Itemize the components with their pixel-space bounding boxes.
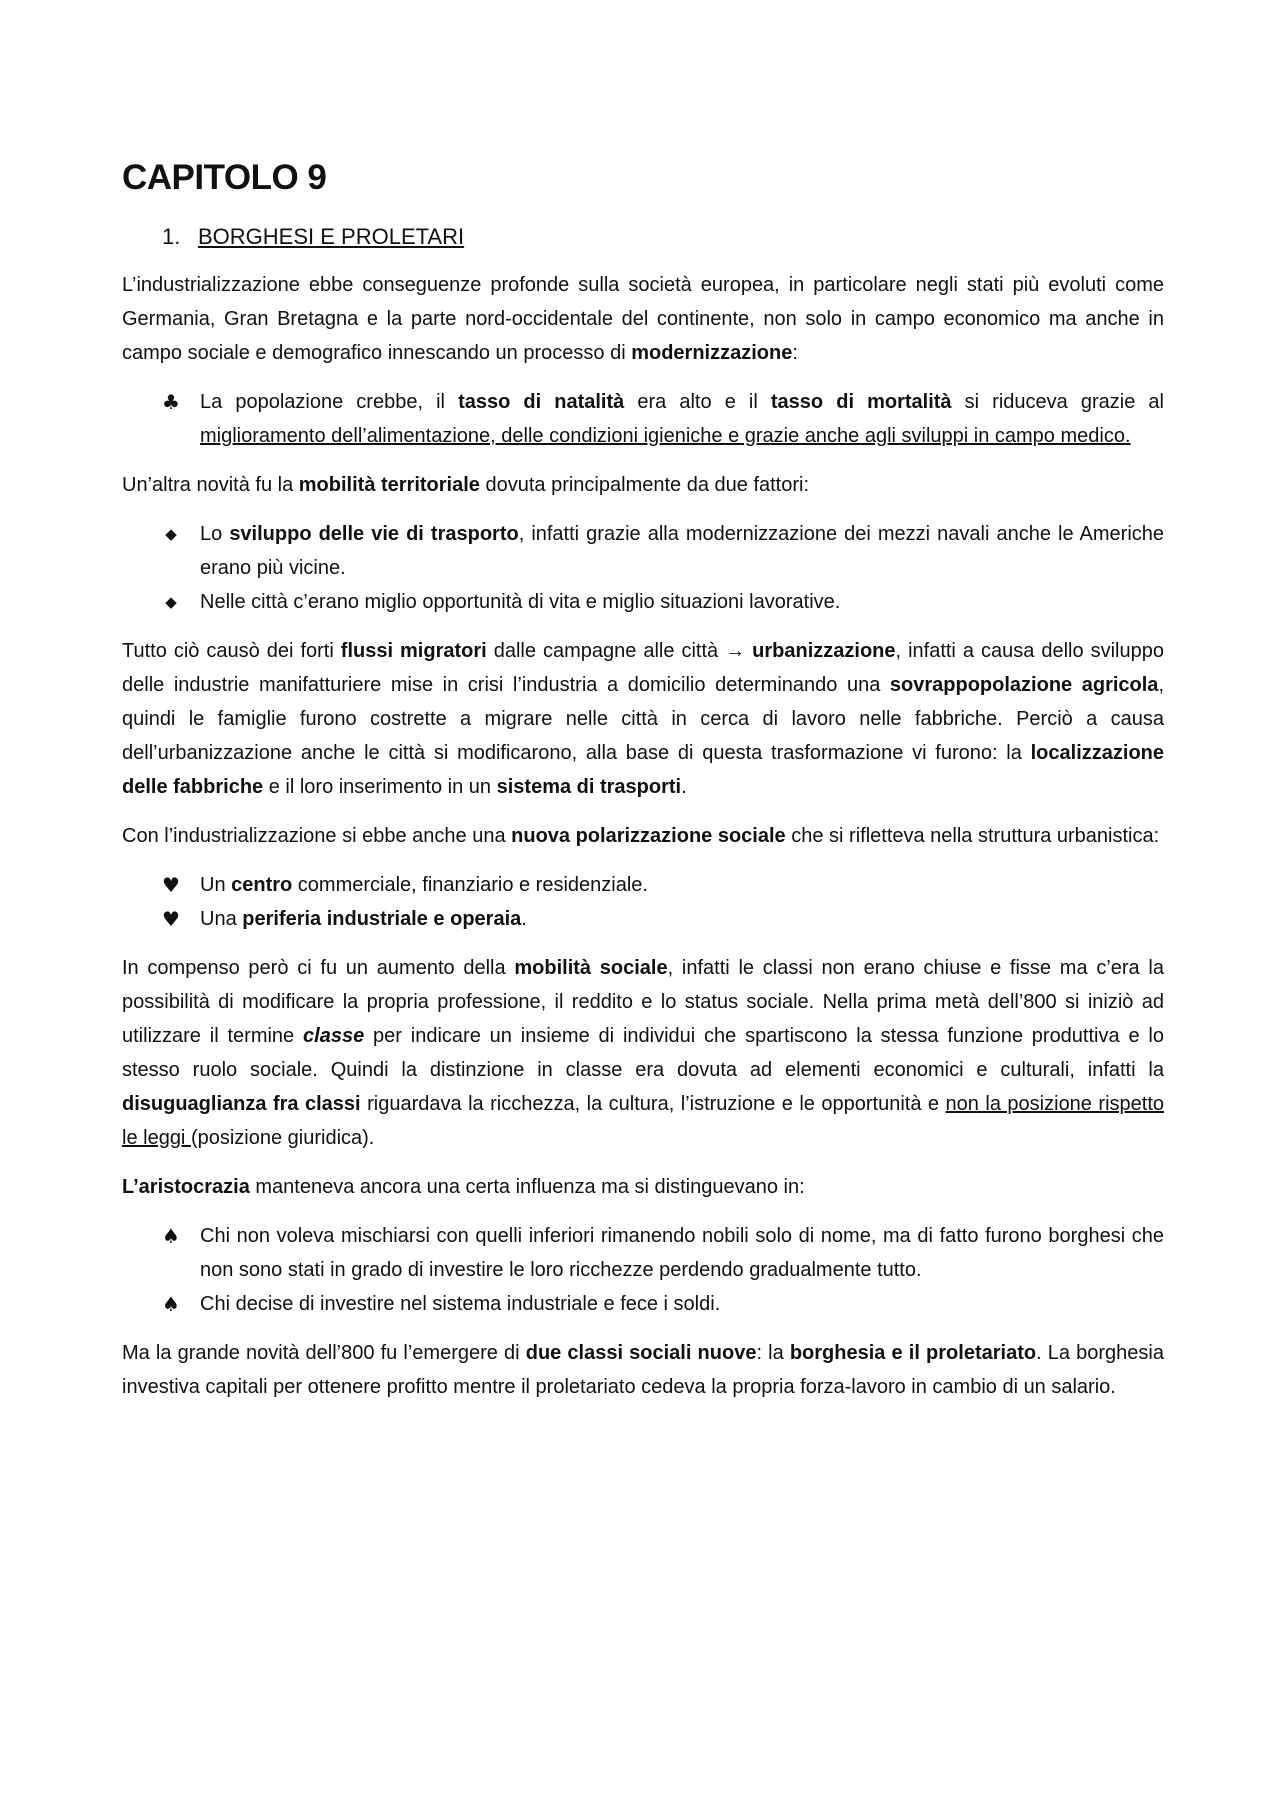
bold-term: periferia industriale e operaia <box>242 908 522 930</box>
chapter-title: CAPITOLO 9 <box>122 158 327 197</box>
text-run: era alto e il <box>624 391 771 413</box>
text-run: si riduceva grazie al <box>951 391 1164 413</box>
list-item <box>165 517 1165 585</box>
paragraph-new-classes <box>122 1336 1164 1404</box>
text-run: riguardava la ricchezza, la cultura, l’istruzione e le opportunità e <box>360 1093 946 1115</box>
text-run: Nelle città c’erano miglio opportunità di vita e miglio situazioni lavorative. <box>200 591 841 613</box>
paragraph-social-mobility <box>122 951 1164 1155</box>
italic-term: classe <box>303 1025 365 1047</box>
text-run: Ma la grande novità dell’800 fu l’emergere di <box>122 1342 526 1364</box>
text-run: Tutto ciò causò dei forti <box>122 640 341 662</box>
text-run: dovuta principalmente da due fattori: <box>479 474 810 496</box>
bold-term: flussi migratori <box>340 640 487 662</box>
text-run: Un’altra novità fu la <box>122 474 299 496</box>
text-run: In compenso però ci fu un aumento della <box>122 957 515 979</box>
bold-term: disuguaglianza fra classi <box>122 1093 361 1115</box>
heart-icon: ♥ <box>162 873 180 897</box>
bold-term: nuova polarizzazione sociale <box>511 825 786 847</box>
section-number: 1. <box>162 224 181 249</box>
text-run: . <box>521 908 527 930</box>
text-run: e il loro inserimento in un <box>263 776 497 798</box>
list-item <box>162 902 1164 936</box>
text-run: Un <box>200 874 232 896</box>
text-run: : la <box>756 1342 790 1364</box>
paragraph-polarization <box>122 819 1164 853</box>
bold-term: centro <box>231 874 293 896</box>
bullet-list-aristocracy <box>122 1219 1164 1321</box>
arrow-right-icon: → <box>725 640 746 662</box>
bold-term: tasso di natalità <box>458 391 625 413</box>
bold-term: sviluppo delle vie di trasporto <box>229 523 519 545</box>
paragraph-modernization <box>122 268 1164 370</box>
text-run: Con l’industrializzazione si ebbe anche una <box>122 825 512 847</box>
bold-term: L’aristocrazia <box>122 1176 250 1198</box>
bullet-list-population <box>122 385 1164 453</box>
list-item <box>165 585 1164 619</box>
bold-italic-term <box>303 1025 364 1047</box>
bold-term: due classi sociali nuove <box>525 1342 757 1364</box>
paragraph-urbanization <box>122 634 1164 804</box>
bold-term: localizzazione delle fabbriche <box>122 742 1164 798</box>
text-run: L’industrializzazione ebbe conseguenze profonde sulla società europea, in particolare negli stati più evoluti come Germania, Gran Bretagna e la parte nord-occidentale del continente, non solo in campo economico ma anche in campo sociale e demografico innescando un processo di <box>122 274 1164 364</box>
list-item <box>162 1219 1164 1287</box>
text-run: , infatti grazie alla modernizzazione dei mezzi navali anche le Americhe erano più vicine. <box>200 523 1165 579</box>
heart-icon: ♥ <box>162 907 180 931</box>
bold-term: tasso di mortalità <box>770 391 952 413</box>
text-run: . La borghesia investiva capitali per ottenere profitto mentre il proletariato cedeva la propria forza-lavoro in cambio di un salario. <box>122 1342 1164 1398</box>
text-run: Una <box>200 908 243 930</box>
text-run: dalle campagne alle città <box>486 640 726 662</box>
paragraph-mobility <box>122 468 1164 502</box>
text-run: , quindi le famiglie furono costrette a migrare nelle città in cerca di lavoro nelle fabbriche. Perciò a causa dell’urbanizzazione anche le città si modificarono, alla base di questa trasformazione vi furono: la <box>122 674 1164 764</box>
bullet-list-factors <box>122 517 1164 619</box>
text-run: per indicare un insieme di individui che spartiscono la stessa funzione produttiva e lo stesso ruolo sociale. Quindi la distinzione in classe era dovuta ad elementi economici e culturali, infatti la <box>122 1025 1164 1081</box>
section-heading <box>122 220 1164 254</box>
text-run: , infatti a causa dello sviluppo delle industrie manifatturiere mise in crisi l’industria a domicilio determinando una <box>122 640 1164 696</box>
text-run: , infatti le classi non erano chiuse e fisse ma c’era la possibilità di modificare la propria professione, il reddito e lo status sociale. Nella prima metà dell’800 si iniziò ad utilizzare il termine <box>122 957 1164 1047</box>
list-item <box>162 868 1164 902</box>
club-icon: ♣ <box>162 390 180 414</box>
text-run: (posizione giuridica). <box>190 1127 375 1149</box>
underlined-text: non la posizione rispetto le leggi <box>122 1093 1164 1149</box>
bold-term: modernizzazione <box>631 342 793 364</box>
bold-term: borghesia e il proletariato <box>789 1342 1037 1364</box>
spade-icon: ♠ <box>162 1224 180 1248</box>
text-run: . <box>681 776 687 798</box>
spade-icon: ♠ <box>162 1292 180 1316</box>
bold-term: sistema di trasporti <box>496 776 682 798</box>
text-run: Chi non voleva mischiarsi con quelli inferiori rimanendo nobili solo di nome, ma di fatto furono borghesi che non sono stati in grado di investire le loro ricchezze perdendo gradualmente tutto. <box>200 1225 1164 1281</box>
bold-term: mobilità sociale <box>514 957 668 979</box>
list-item <box>162 385 1164 453</box>
text-run: : <box>792 342 798 364</box>
bold-term: mobilità territoriale <box>298 474 480 496</box>
text-run: Chi decise di investire nel sistema industriale e fece i soldi. <box>200 1293 721 1315</box>
underlined-text: miglioramento dell’alimentazione, delle condizioni igieniche e grazie anche agli sviluppi in campo medico. <box>200 425 1131 447</box>
bold-term: sovrappopolazione agricola <box>889 674 1159 696</box>
text-run: manteneva ancora una certa influenza ma si distinguevano in: <box>249 1176 805 1198</box>
text-run: La popolazione crebbe, il <box>200 391 459 413</box>
text-run: Lo <box>200 523 230 545</box>
section-title: BORGHESI E PROLETARI <box>198 224 465 249</box>
paragraph-aristocracy <box>122 1170 1164 1204</box>
bullet-list-urban-structure <box>122 868 1164 936</box>
diamond-icon: ◆ <box>165 593 177 611</box>
list-item <box>162 1287 1164 1321</box>
diamond-icon: ◆ <box>165 525 177 543</box>
text-run: commerciale, finanziario e residenziale. <box>292 874 648 896</box>
bold-term: urbanizzazione <box>752 640 896 662</box>
text-run: che si rifletteva nella struttura urbanistica: <box>785 825 1160 847</box>
